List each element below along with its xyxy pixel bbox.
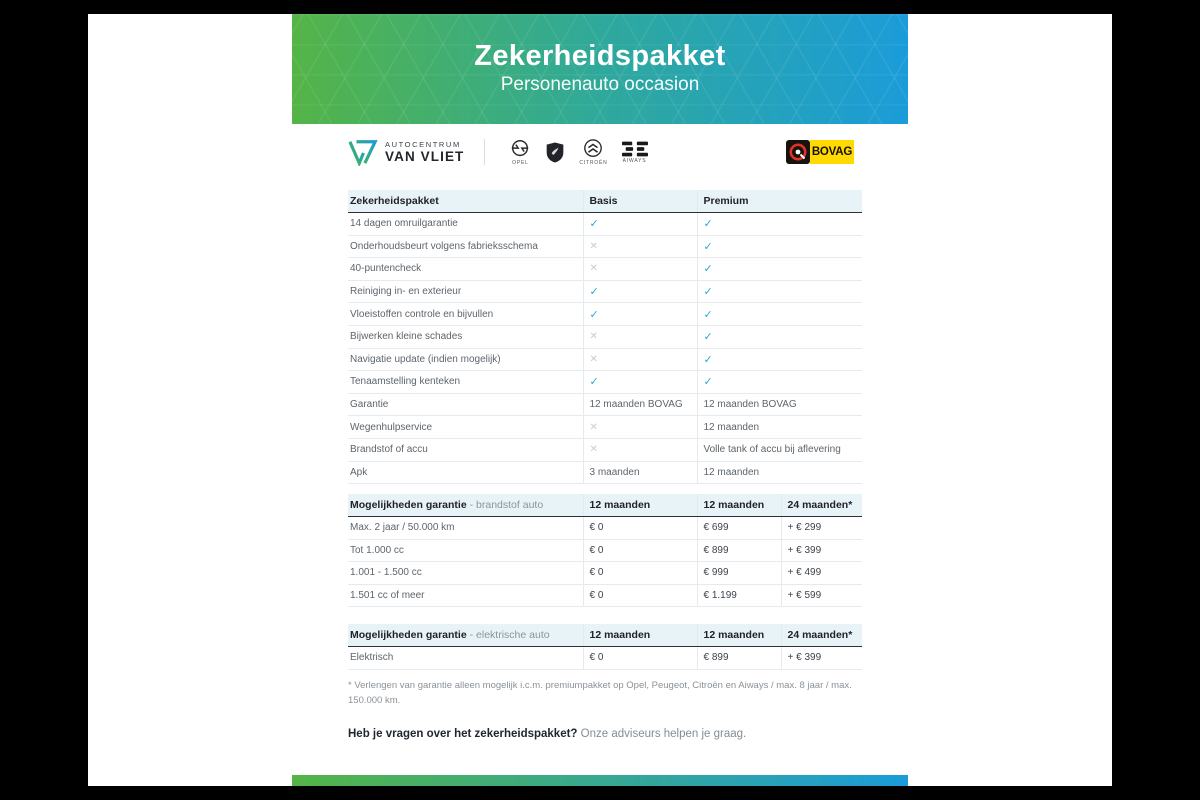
row-label: 1.501 cc of meer xyxy=(348,584,583,607)
cell-value: 3 maanden xyxy=(583,461,697,484)
table-row xyxy=(348,213,862,236)
check-icon: ✓ xyxy=(703,262,713,276)
page-subtitle: Personenauto occasion xyxy=(500,74,700,95)
cell-included xyxy=(697,258,862,281)
citroen-logo-icon: CITROËN xyxy=(579,139,607,166)
table-row xyxy=(348,371,862,394)
column-header-premium: Premium xyxy=(697,190,862,213)
check-icon: ✓ xyxy=(703,375,713,389)
check-icon: ✓ xyxy=(703,330,713,344)
footnote: * Verlengen van garantie alleen mogelijk i.c.m. premiumpakket op Opel, Peugeot, Citroën en Aiways / max. 8 jaar / max. 150.000 km. xyxy=(348,680,852,706)
question-regular: Onze adviseurs helpen je graag. xyxy=(580,728,747,740)
cell-value: € 0 xyxy=(583,647,697,670)
question-bold: Heb je vragen over het zekerheidspakket? xyxy=(348,728,578,740)
cell-not-included xyxy=(583,235,697,258)
footer-gradient-bar xyxy=(292,775,908,786)
table-row xyxy=(348,438,862,461)
dealer-name-bottom: VAN VLIET xyxy=(385,149,465,164)
check-icon: ✓ xyxy=(703,285,713,299)
table-row xyxy=(348,280,862,303)
cell-value: € 0 xyxy=(583,562,697,585)
table-header-row xyxy=(348,624,862,647)
bovag-logo xyxy=(786,140,854,164)
column-header-12-months: 12 maanden xyxy=(583,494,697,517)
row-label: 40-puntencheck xyxy=(348,258,583,281)
check-icon: ✓ xyxy=(703,217,713,231)
table-row xyxy=(348,647,862,670)
cell-value: € 1.199 xyxy=(697,584,781,607)
cell-included xyxy=(583,303,697,326)
aiways-logo-icon: AIWAYS xyxy=(622,141,648,164)
row-label: Elektrisch xyxy=(348,647,583,670)
cell-value: 12 maanden xyxy=(697,461,862,484)
row-label: Wegenhulpservice xyxy=(348,416,583,439)
row-label: Max. 2 jaar / 50.000 km xyxy=(348,517,583,540)
van-vliet-logo-icon xyxy=(348,138,378,166)
cell-included xyxy=(697,280,862,303)
table-row xyxy=(348,258,862,281)
header-banner xyxy=(292,14,908,124)
table-row xyxy=(348,517,862,540)
row-label: Vloeistoffen controle en bijvullen xyxy=(348,303,583,326)
cell-included xyxy=(697,213,862,236)
column-header-package: Zekerheidspakket xyxy=(348,190,583,213)
column-header-12-months-premium: 12 maanden xyxy=(697,494,781,517)
row-label: Tot 1.000 cc xyxy=(348,539,583,562)
closing-question xyxy=(348,726,862,742)
electric-warranty-table xyxy=(348,624,862,670)
table-row xyxy=(348,584,862,607)
divider xyxy=(484,139,485,165)
cross-icon: ✕ xyxy=(589,421,598,433)
cell-value: 12 maanden BOVAG xyxy=(697,393,862,416)
cross-icon: ✕ xyxy=(589,331,598,343)
electric-table-title: Mogelijkheden garantie - elektrische auto xyxy=(348,624,583,647)
cell-not-included xyxy=(583,258,697,281)
row-label: Tenaamstelling kenteken xyxy=(348,371,583,394)
package-comparison-table xyxy=(348,190,862,484)
table-row xyxy=(348,539,862,562)
fuel-table-title: Mogelijkheden garantie - brandstof auto xyxy=(348,494,583,517)
column-header-24-months: 24 maanden* xyxy=(781,624,862,647)
cell-value: 12 maanden BOVAG xyxy=(583,393,697,416)
cell-value: € 699 xyxy=(697,517,781,540)
bovag-wordmark: BOVAG xyxy=(810,140,854,164)
cell-not-included xyxy=(583,416,697,439)
row-label: 14 dagen omruilgarantie xyxy=(348,213,583,236)
cell-not-included xyxy=(583,325,697,348)
table-header-row xyxy=(348,190,862,213)
check-icon: ✓ xyxy=(589,307,599,321)
column-header-basis: Basis xyxy=(583,190,697,213)
table-row xyxy=(348,235,862,258)
cell-value: € 899 xyxy=(697,647,781,670)
cross-icon: ✕ xyxy=(589,444,598,456)
row-label: Reiniging in- en exterieur xyxy=(348,280,583,303)
table-row xyxy=(348,562,862,585)
peugeot-logo-icon xyxy=(545,141,565,164)
check-icon: ✓ xyxy=(703,307,713,321)
column-header-24-months: 24 maanden* xyxy=(781,494,862,517)
page-title: Zekerheidspakket xyxy=(474,40,726,72)
cell-value: + € 599 xyxy=(781,584,862,607)
row-label: Onderhoudsbeurt volgens fabrieksschema xyxy=(348,235,583,258)
row-label: 1.001 - 1.500 cc xyxy=(348,562,583,585)
bovag-roundel-icon xyxy=(786,140,810,164)
table-row xyxy=(348,303,862,326)
check-icon: ✓ xyxy=(589,375,599,389)
cell-included xyxy=(697,325,862,348)
cell-value: Volle tank of accu bij aflevering xyxy=(697,438,862,461)
cell-included xyxy=(697,235,862,258)
cell-value: € 0 xyxy=(583,517,697,540)
cross-icon: ✕ xyxy=(589,353,598,365)
cell-value: + € 399 xyxy=(781,539,862,562)
cell-not-included xyxy=(583,348,697,371)
cross-icon: ✕ xyxy=(589,263,598,275)
opel-logo-icon: OPEL xyxy=(509,139,531,166)
row-label: Bijwerken kleine schades xyxy=(348,325,583,348)
cell-value: € 0 xyxy=(583,539,697,562)
cell-value: + € 299 xyxy=(781,517,862,540)
check-icon: ✓ xyxy=(589,217,599,231)
cell-value: € 0 xyxy=(583,584,697,607)
table-row xyxy=(348,461,862,484)
fuel-warranty-table xyxy=(348,494,862,607)
dealer-name xyxy=(385,140,464,164)
cell-value: + € 399 xyxy=(781,647,862,670)
table-row xyxy=(348,416,862,439)
cell-included xyxy=(583,371,697,394)
document-page xyxy=(88,14,1112,786)
check-icon: ✓ xyxy=(589,285,599,299)
logo-row xyxy=(348,130,862,174)
cell-included xyxy=(697,348,862,371)
cross-icon: ✕ xyxy=(589,240,598,252)
row-label: Navigatie update (indien mogelijk) xyxy=(348,348,583,371)
cell-included xyxy=(583,213,697,236)
check-icon: ✓ xyxy=(703,239,713,253)
table-row xyxy=(348,325,862,348)
table-row xyxy=(348,348,862,371)
cell-value: € 899 xyxy=(697,539,781,562)
cell-included xyxy=(697,303,862,326)
row-label: Apk xyxy=(348,461,583,484)
cell-value: 12 maanden xyxy=(697,416,862,439)
row-label: Brandstof of accu xyxy=(348,438,583,461)
table-row xyxy=(348,393,862,416)
cell-value: + € 499 xyxy=(781,562,862,585)
cell-value: € 999 xyxy=(697,562,781,585)
cell-included xyxy=(583,280,697,303)
dealer-name-top: AUTOCENTRUM xyxy=(385,140,461,149)
cell-not-included xyxy=(583,438,697,461)
check-icon: ✓ xyxy=(703,352,713,366)
column-header-12-months-premium: 12 maanden xyxy=(697,624,781,647)
column-header-12-months: 12 maanden xyxy=(583,624,697,647)
table-header-row xyxy=(348,494,862,517)
cell-included xyxy=(697,371,862,394)
row-label: Garantie xyxy=(348,393,583,416)
